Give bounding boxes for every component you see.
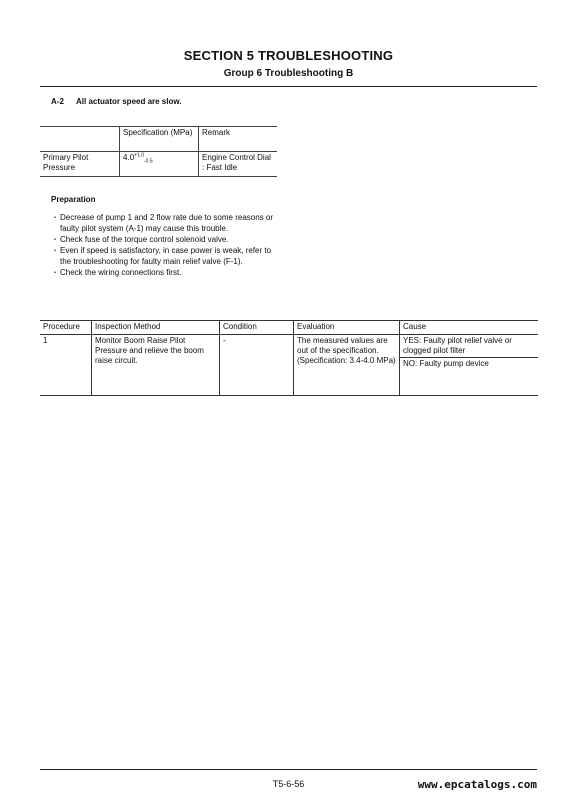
spec-header-remark: Remark [199,127,278,152]
footer-rule [40,769,537,770]
problem-code: A-2 [51,97,64,106]
preparation-item: ・Check fuse of the torque control solenoid valve. [51,235,229,244]
preparation-item: ・Check the wiring connections first. [51,268,182,277]
header-rule [40,86,537,87]
preparation-list [51,212,276,278]
evaluation: The measured values are out of the specification. (Specification: 3.4-4.0 MPa) [294,335,400,396]
section-title: SECTION 5 TROUBLESHOOTING [183,48,394,63]
watermark: www.epcatalogs.com [417,778,537,791]
group-title: Group 6 Troubleshooting B [223,68,354,79]
problem-heading [51,97,182,106]
spec-value-plus: +1.0 [134,152,144,159]
cause-no: NO: Faulty pump device [403,359,489,368]
procedure-number: 1 [40,335,92,396]
procedure-table [40,320,538,396]
specification-table [40,126,277,177]
spec-remark: Engine Control Dial : Fast Idle [199,152,278,177]
preparation-item: ・Decrease of pump 1 and 2 flow rate due to some reasons or faulty pilot system (A-1) may cause this trouble. [51,213,274,233]
spec-value-minus: -0.5 [144,158,153,165]
inspection-method: Monitor Boom Raise Pilot Pressure and relieve the boom raise circuit. [92,335,220,396]
cause-yes: YES: Faulty pilot relief valve or clogged pilot filter [400,335,538,358]
header-evaluation: Evaluation [294,321,400,335]
header-procedure: Procedure [40,321,92,335]
header-cause: Cause [400,321,539,335]
bullet-icon: ・ [51,235,59,244]
page-number: T5-6-56 [272,779,305,789]
spec-header-item [40,127,120,152]
table-row [40,335,538,396]
bullet-icon: ・ [51,213,59,222]
spec-item: Primary Pilot Pressure [40,152,120,177]
spec-value [120,152,199,177]
bullet-icon: ・ [51,268,59,277]
header-inspection-method: Inspection Method [92,321,220,335]
condition: - [220,335,294,396]
spec-value-main: 4.0 [123,153,135,162]
preparation-item: ・Even if speed is satisfactory, in case power is weak, refer to the troubleshooting for faulty main relief valve (F-1). [51,246,272,266]
spec-header-specification: Specification (MPa) [120,127,199,152]
cause [400,335,539,396]
header-condition: Condition [220,321,294,335]
preparation-title: Preparation [51,195,96,204]
bullet-icon: ・ [51,246,59,255]
problem-text: All actuator speed are slow. [76,97,182,106]
